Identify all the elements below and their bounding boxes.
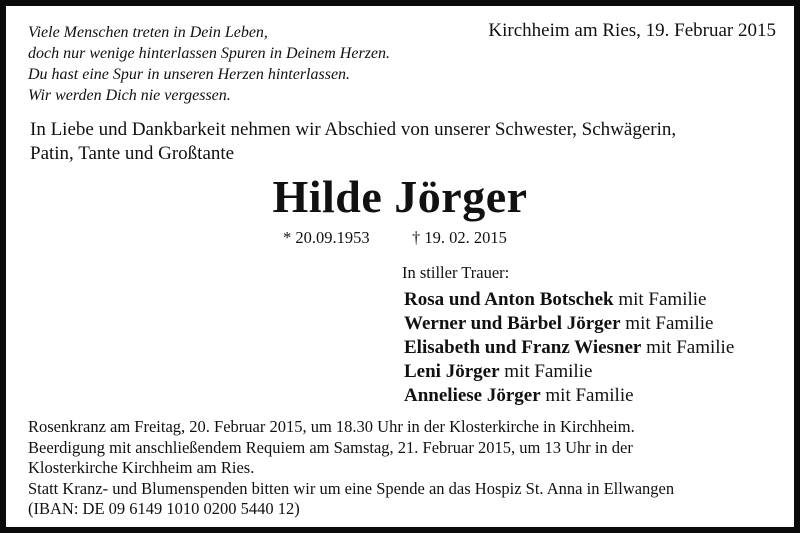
- poem-line: Viele Menschen treten in Dein Leben,: [28, 24, 268, 41]
- place-date: Kirchheim am Ries, 19. Februar 2015: [488, 20, 776, 41]
- mourning-heading: In stiller Trauer:: [402, 263, 510, 282]
- mourner-suffix: mit Familie: [504, 361, 593, 382]
- mourner-suffix: mit Familie: [545, 385, 634, 406]
- mourner-name: Werner und Bärbel Jörger: [404, 313, 621, 334]
- death-date: † 19. 02. 2015: [412, 228, 507, 247]
- memorial-poem: [28, 22, 390, 106]
- mourner-name: Elisabeth und Franz Wiesner: [404, 337, 642, 358]
- mourner-name: Rosa und Anton Botschek: [404, 289, 614, 310]
- service-details: [28, 417, 674, 520]
- mourner-entry: [404, 384, 734, 408]
- mourner-suffix: mit Familie: [618, 289, 707, 310]
- poem-line: Du hast eine Spur in unseren Herzen hinterlassen.: [28, 66, 351, 83]
- poem-line: Wir werden Dich nie vergessen.: [28, 87, 231, 104]
- mourner-entry: [404, 312, 734, 336]
- mourner-name: Anneliese Jörger: [404, 385, 541, 406]
- mourner-suffix: mit Familie: [646, 337, 735, 358]
- footer-line: Rosenkranz am Freitag, 20. Februar 2015, um 18.30 Uhr in der Klosterkirche in Kirchheim.: [28, 417, 635, 436]
- mourner-entry: [404, 360, 734, 384]
- footer-line: Statt Kranz- und Blumenspenden bitten wir um eine Spende an das Hospiz St. Anna in Ellwangen: [28, 478, 675, 498]
- mourner-entry: [404, 336, 734, 360]
- mourner-suffix: mit Familie: [625, 313, 714, 334]
- mourner-list: [404, 288, 734, 408]
- footer-line: Klosterkirche Kirchheim am Ries.: [28, 458, 255, 477]
- birth-date: * 20.09.1953: [283, 228, 370, 247]
- intro-line: In Liebe und Dankbarkeit nehmen wir Abschied von unserer Schwester, Schwägerin,: [30, 119, 677, 140]
- poem-line: doch nur wenige hinterlassen Spuren in Deinem Herzen.: [28, 45, 391, 62]
- deceased-name: Hilde Jörger: [272, 171, 528, 222]
- mourner-name: Leni Jörger: [404, 361, 500, 382]
- footer-line: (IBAN: DE 09 6149 1010 0200 5440 12): [28, 499, 300, 518]
- footer-line: Beerdigung mit anschließendem Requiem am Samstag, 21. Februar 2015, um 13 Uhr in der: [28, 437, 633, 457]
- intro-text: [30, 118, 676, 166]
- intro-line: Patin, Tante und Großtante: [30, 143, 235, 164]
- mourner-entry: [404, 288, 734, 312]
